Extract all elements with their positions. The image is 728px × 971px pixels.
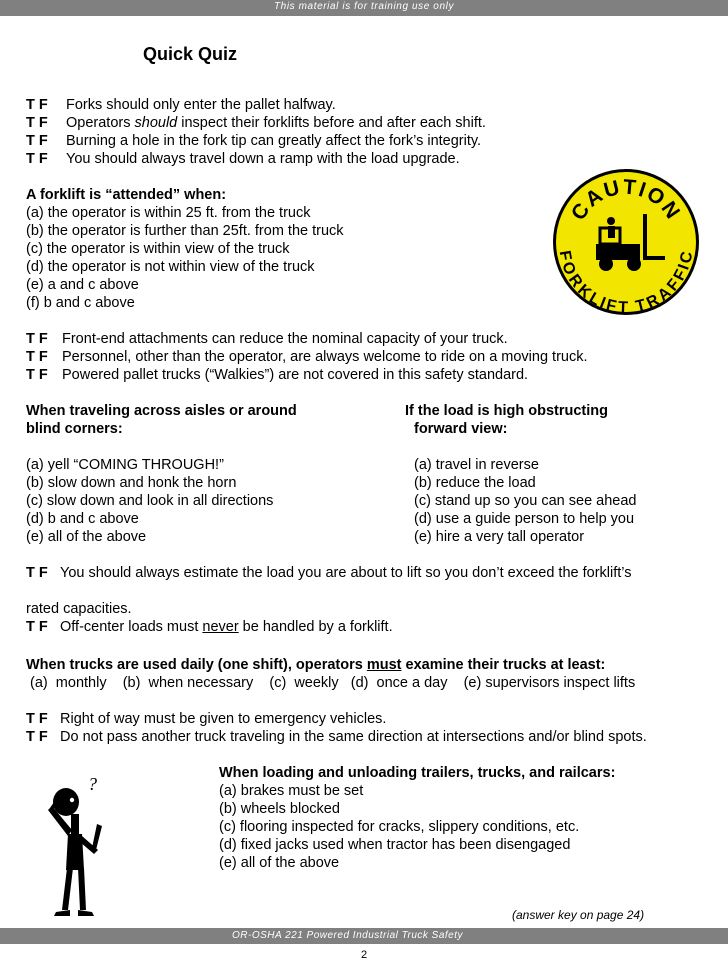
aisles-option-e: (e) all of the above xyxy=(26,529,147,545)
attended-option-b: (b) the operator is further than 25ft. from the truck xyxy=(26,223,344,239)
aisles-question-line1: When traveling across aisles or around xyxy=(26,403,297,419)
tf-marker: T F xyxy=(26,97,48,113)
emphasis-word: should xyxy=(134,115,178,131)
caution-forklift-traffic-sign xyxy=(550,166,702,318)
tf-question-5: T F Front-end attachments can reduce the nominal capacity of your truck. xyxy=(26,331,508,347)
tf-question-emergency: T F Right of way must be given to emergency vehicles. xyxy=(26,711,387,727)
page-title: Quick Quiz xyxy=(143,44,238,64)
tf-question-4: T F You should always travel down a ramp with the load upgrade. xyxy=(26,151,460,167)
aisles-question-line2: blind corners: xyxy=(26,421,123,437)
loading-option-e: (e) all of the above xyxy=(219,855,340,871)
obstruct-option-a: (a) travel in reverse xyxy=(414,457,539,473)
tf-marker: T F xyxy=(26,349,48,365)
footer-banner-text: OR-OSHA 221 Powered Industrial Truck Safety xyxy=(232,930,464,941)
attended-question: A forklift is “attended” when: xyxy=(26,187,227,203)
daily-options: (a) monthly (b) when necessary (c) weekly (d) once a day (e) supervisors inspect lifts xyxy=(26,675,636,691)
estimate-continuation: rated capacities. xyxy=(26,601,132,617)
sign-forklift-traffic-text: FORKLIFT TRAFFIC xyxy=(555,249,697,317)
obstruct-question-line2: forward view: xyxy=(414,421,508,437)
header-banner-text: This material is for training use only xyxy=(273,1,455,12)
obstruct-option-b: (b) reduce the load xyxy=(414,475,536,491)
loading-option-a: (a) brakes must be set xyxy=(219,783,364,799)
loading-question: When loading and unloading trailers, trucks, and railcars: xyxy=(219,765,616,781)
tf-marker: T F xyxy=(26,619,48,635)
question-mark: ? xyxy=(88,774,97,794)
footer-banner xyxy=(0,928,728,944)
obstruct-option-d: (d) use a guide person to help you xyxy=(414,511,635,527)
underlined-word: must xyxy=(366,657,402,673)
attended-option-e: (e) a and c above xyxy=(26,277,139,293)
obstruct-option-c: (c) stand up so you can see ahead xyxy=(414,493,637,509)
obstruct-option-e: (e) hire a very tall operator xyxy=(414,529,585,545)
thinking-figure-illustration xyxy=(38,770,118,920)
tf-question-2: T F Operators should inspect their forklifts before and after each shift. xyxy=(26,115,486,131)
tf-marker: T F xyxy=(26,367,48,383)
aisles-option-b: (b) slow down and honk the horn xyxy=(26,475,237,491)
attended-option-f: (f) b and c above xyxy=(26,295,135,311)
tf-question-6: T F Personnel, other than the operator, are always welcome to ride on a moving truck. xyxy=(26,349,588,365)
tf-marker: T F xyxy=(26,115,48,131)
aisles-option-d: (d) b and c above xyxy=(26,511,139,527)
attended-option-a: (a) the operator is within 25 ft. from the truck xyxy=(26,205,311,221)
tf-question-offcenter: T F Off-center loads must never be handled by a forklift. xyxy=(26,619,393,635)
tf-question-1: T F Forks should only enter the pallet halfway. xyxy=(26,97,336,113)
answer-key-note: (answer key on page 24) xyxy=(512,908,645,922)
tf-marker: T F xyxy=(26,729,48,745)
loading-option-b: (b) wheels blocked xyxy=(219,801,340,817)
tf-question-7: T F Powered pallet trucks (“Walkies”) are not covered in this safety standard. xyxy=(26,367,529,383)
page-number: 2 xyxy=(360,949,368,961)
tf-marker: T F xyxy=(26,133,48,149)
aisles-option-c: (c) slow down and look in all directions xyxy=(26,493,274,509)
obstruct-question-line1: If the load is high obstructing xyxy=(405,403,608,419)
tf-question-estimate: T F You should always estimate the load you are about to lift so you don’t exceed the forklift’s xyxy=(26,565,632,581)
aisles-option-a: (a) yell “COMING THROUGH!” xyxy=(26,457,224,473)
tf-question-passing: T F Do not pass another truck traveling in the same direction at intersections and/or blind spots. xyxy=(26,729,647,745)
tf-question-3: T F Burning a hole in the fork tip can greatly affect the fork’s integrity. xyxy=(26,133,482,149)
tf-marker: T F xyxy=(26,331,48,347)
loading-option-d: (d) fixed jacks used when tractor has been disengaged xyxy=(219,837,571,853)
tf-marker: T F xyxy=(26,565,48,581)
tf-marker: T F xyxy=(26,711,48,727)
tf-marker: T F xyxy=(26,151,48,167)
header-banner xyxy=(0,0,728,16)
attended-option-d: (d) the operator is not within view of the truck xyxy=(26,259,315,275)
sign-caution-text: CAUTION xyxy=(566,175,686,225)
daily-question: When trucks are used daily (one shift), operators must examine their trucks at least: xyxy=(26,657,606,673)
underlined-word: never xyxy=(202,619,239,635)
attended-option-c: (c) the operator is within view of the truck xyxy=(26,241,290,257)
loading-option-c: (c) flooring inspected for cracks, slippery conditions, etc. xyxy=(219,819,580,835)
